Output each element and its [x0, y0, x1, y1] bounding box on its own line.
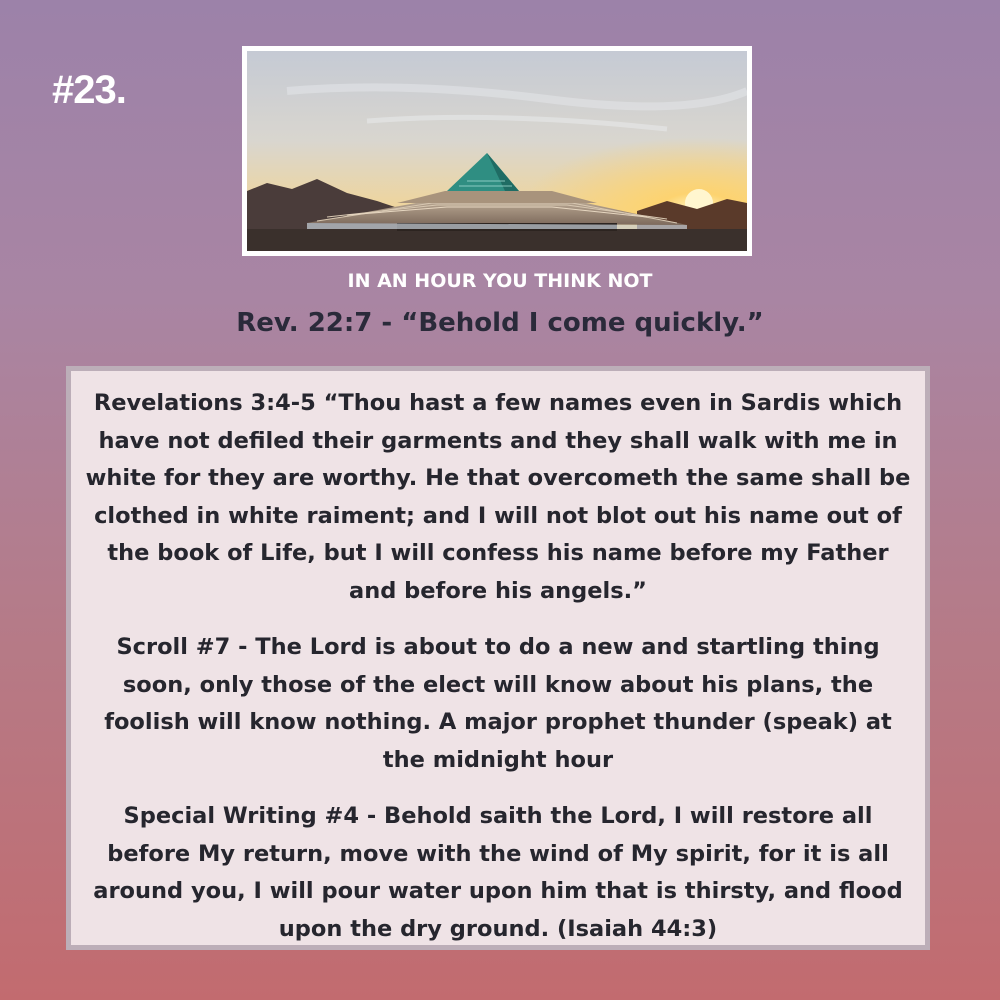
paragraph-scroll: Scroll #7 - The Lord is about to do a new and startling thing soon, only those of the elect will know about his plans, the foolish will know nothing. A major prophet thunder (speak) at the midnight hour — [104, 634, 892, 773]
paragraph-revelations: Revelations 3:4-5 “Thou hast a few names even in Sardis which have not defiled their garments and they shall walk with me in white for they are worthy. He that overcometh the same shall be clothed in white raiment; and I will not blot out his name out of the book of Life, but I will confess his name before my Father and before his angels.” — [85, 390, 911, 604]
building-at-sunset-image — [247, 51, 747, 251]
header-photo — [242, 46, 752, 256]
headline-verse: Rev. 22:7 - “Behold I come quickly.” — [236, 308, 764, 338]
scripture-box — [66, 366, 930, 950]
subtitle: IN AN HOUR YOU THINK NOT — [347, 270, 653, 292]
post-number: #23. — [52, 68, 126, 112]
paragraph-special-writing: Special Writing #4 - Behold saith the Lord, I will restore all before My return, move with the wind of My spirit, for it is all around you, I will pour water upon him that is thirsty, and flood upon the dry ground. (Isaiah 44:3) — [93, 803, 903, 942]
